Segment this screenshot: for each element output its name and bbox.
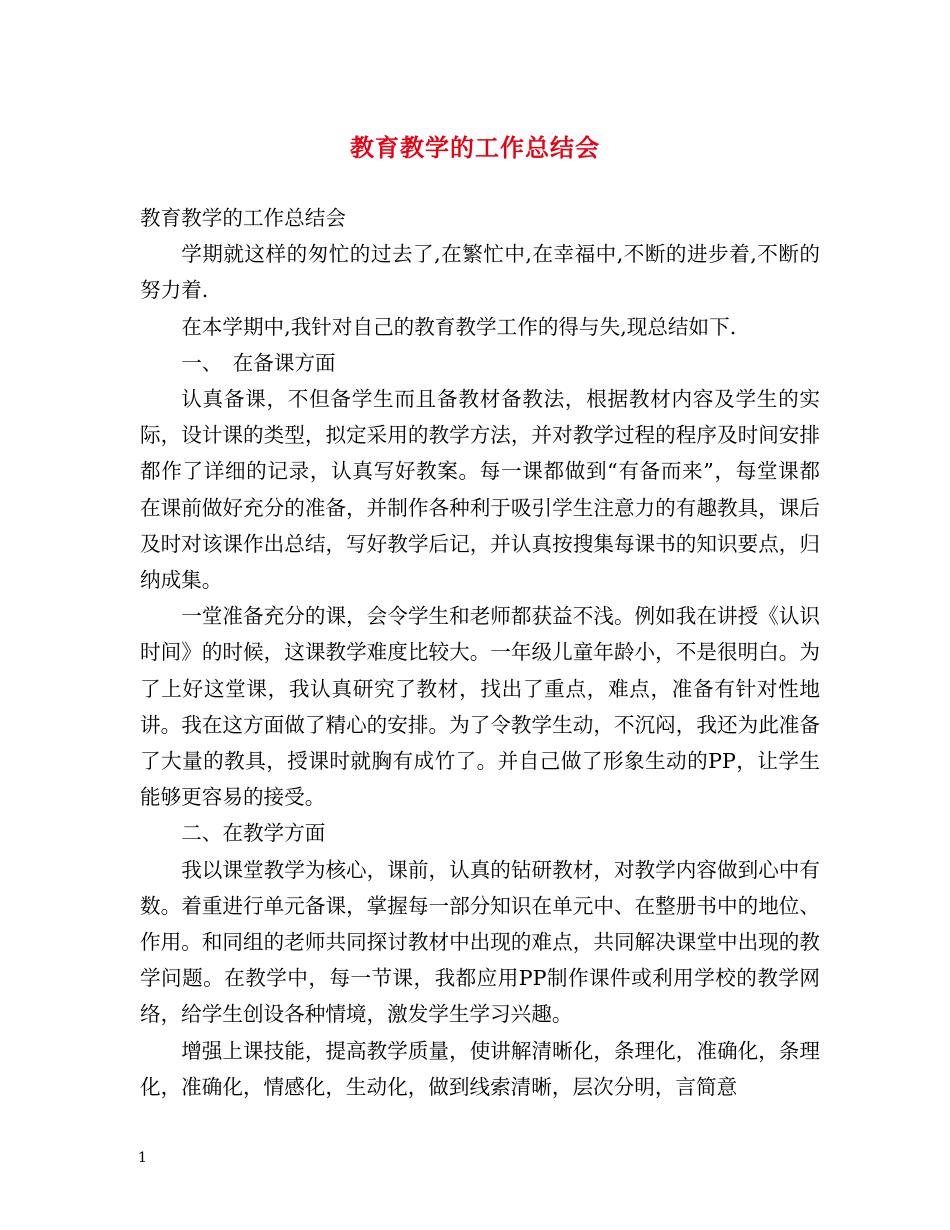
section-heading: 一、 在备课方面 [181,350,336,375]
document-title: 教育教学的工作总结会 [350,133,600,162]
body-paragraph: 一堂准备充分的课，会令学生和老师都获益不浅。例如我在讲授《认识时间》的时候，这课教学难度比较大。一年级儿童年龄小，不是很明白。为了上好这堂课，我认真研究了教材，找出了重点，难点，准备有针对性地讲。我在这方面做了精心的安排。为了令教学生动，不沉闷，我还为此准备了大量的教具，授课时就胸有成竹了。并自己做了形象生动的PP，让学生能够更容易的接受。 [140,604,820,810]
section-heading: 二、在教学方面 [181,821,326,846]
body-paragraph: 我以课堂教学为核心，课前，认真的钻研教材，对教学内容做到心中有数。着重进行单元备课，掌握每一部分知识在单元中、在整册书中的地位、作用。和同组的老师共同探讨教材中出现的难点，共同解决课堂中出现的教学问题。在教学中，每一节课，我都应用PP制作课件或利用学校的教学网络，给学生创设各种情境，激发学生学习兴趣。 [140,857,820,1027]
body-paragraph: 在本学期中,我针对自己的教育教学工作的得与失,现总结如下. [181,314,737,339]
body-paragraph: 认真备课，不但备学生而且备教材备教法，根据教材内容及学生的实际，设计课的类型，拟定采用的教学方法，并对教学过程的程序及时间安排都作了详细的记录，认真写好教案。每一课都做到“有备而来”，每堂课都在课前做好充分的准备，并制作各种利于吸引学生注意力的有趣教具，课后及时对该课作出总结，写好教学后记，并认真按搜集每课书的知识要点，归纳成集。 [140,387,820,593]
document-body [140,200,820,1105]
body-paragraph: 教育教学的工作总结会 [140,206,346,230]
body-paragraph: 学期就这样的匆忙的过去了,在繁忙中,在幸福中,不断的进步着,不断的努力着. [140,242,820,303]
body-paragraph: 增强上课技能，提高教学质量，使讲解清晰化，条理化，准确化，条理化，准确化，情感化，生动化，做到线索清晰，层次分明，言简意 [140,1038,820,1099]
page-number: 1 [138,1150,147,1166]
